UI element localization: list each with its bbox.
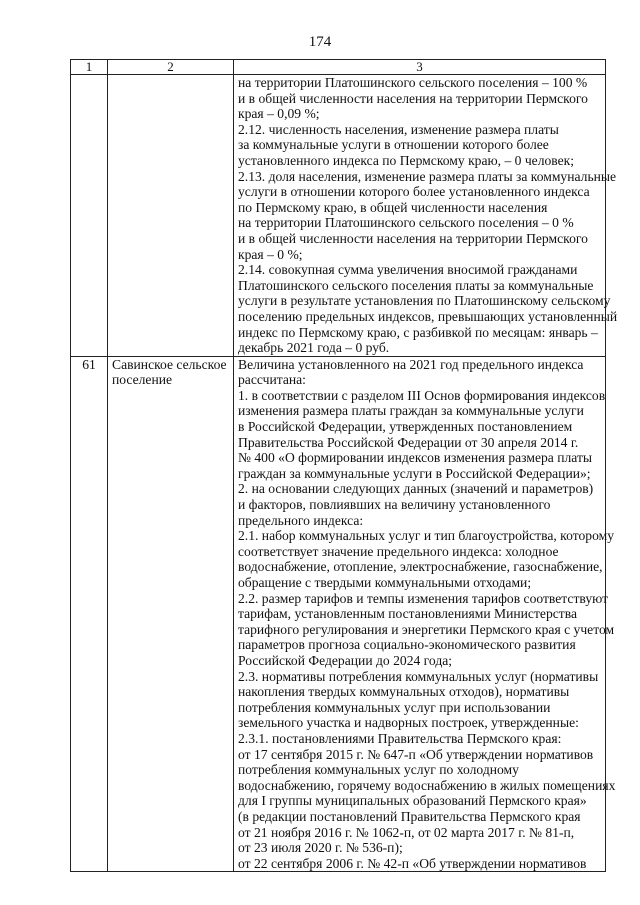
text-line: водоснабжению, горячему водоснабжению в жилых помещениях — [238, 777, 616, 793]
text-line: от 17 сентября 2015 г. № 647-п «Об утверждении нормативов — [238, 746, 594, 762]
text-line: услуги в отношении которого более установленного индекса — [238, 184, 590, 200]
header-col-1: 1 — [71, 60, 108, 75]
text-line: рассчитана: — [238, 372, 306, 388]
text-line: для I группы муниципальных образований Пермского края» — [238, 793, 587, 809]
text-line: предельного индекса: — [238, 512, 364, 528]
text-line: поселению предельных индексов, превышающих установленный — [238, 308, 618, 324]
text-line: Савинское сельское — [112, 356, 227, 372]
text-line: Российской Федерации до 2024 года; — [238, 652, 453, 668]
text-line: поселение — [112, 372, 173, 388]
text-line: на территории Платошинского сельского поселения – 0 % — [238, 215, 574, 231]
text-line: накопления твердых коммунальных отходов), нормативы — [238, 684, 570, 700]
text-line: Правительства Российской Федерации от 30 апреля 2014 г. — [238, 434, 579, 450]
text-line: Платошинского сельского поселения платы за коммунальные — [238, 277, 594, 293]
text-line: земельного участка и надворных построек, утвержденные: — [238, 715, 579, 731]
text-line: Величина установленного на 2021 год предельного индекса — [238, 356, 584, 372]
text-line: и в общей численности населения на территории Пермского — [238, 90, 588, 106]
text-line: услуги в результате установления по Платошинскому сельскому — [238, 293, 611, 309]
table-row — [71, 356, 606, 872]
text-line: края – 0 %; — [238, 246, 303, 262]
text-line: потребления коммунальных услуг при использовании — [238, 699, 551, 715]
row-number: 61 — [71, 356, 108, 872]
text-line: изменения размера платы граждан за коммунальные услуги — [238, 403, 584, 419]
text-line: от 22 сентября 2006 г. № 42-п «Об утверждении нормативов — [238, 855, 587, 871]
text-line: и факторов, повлиявших на величину установленного — [238, 497, 551, 513]
row-number — [71, 75, 108, 357]
table-header-row — [71, 60, 606, 75]
text-line: установленного индекса по Пермскому краю, – 0 человек; — [238, 152, 575, 168]
row-text — [234, 356, 616, 872]
text-line: (в редакции постановлений Правительства Пермского края — [238, 808, 581, 824]
text-line: края – 0,09 %; — [238, 106, 320, 122]
text-line: обращение с твердыми коммунальными отходами; — [238, 575, 532, 590]
text-line: 2.2. размер тарифов и темпы изменения тарифов соответствуют — [238, 590, 609, 606]
settlement-name — [108, 75, 234, 357]
table-row — [71, 75, 606, 357]
text-line: водоснабжение, отопление, электроснабжение, газоснабжение, — [238, 559, 603, 575]
header-col-2: 2 — [108, 60, 234, 75]
text-line: № 400 «О формировании индексов изменения размера платы — [238, 450, 593, 466]
text-line: тарифам, установленным постановлениями Министерства — [238, 606, 577, 622]
text-line: тарифного регулирования и энергетики Пермского края с учетом — [238, 621, 615, 637]
header-col-3: 3 — [234, 60, 606, 75]
text-line: и в общей численности населения на территории Пермского — [238, 230, 588, 246]
text-line: в Российской Федерации, утвержденных постановлением — [238, 419, 573, 435]
text-line: 2.14. совокупная сумма увеличения вносимой гражданами — [238, 262, 578, 278]
page-number: 174 — [308, 34, 332, 50]
document-table — [70, 59, 618, 872]
text-line: 2. на основании следующих данных (значений и параметров) — [238, 481, 594, 497]
text-line: 2.12. численность населения, изменение размера платы — [238, 121, 559, 137]
text-line: за коммунальные услуги в отношении которого более — [238, 137, 549, 153]
text-line: соответствует значение предельного индекса: холодное — [238, 543, 559, 559]
text-line: от 21 ноября 2016 г. № 1062-п, от 02 марта 2017 г. № 81-п, — [238, 824, 575, 840]
text-line: 1. в соответствии с разделом III Основ формирования индексов — [238, 387, 606, 403]
text-line: 2.3. нормативы потребления коммунальных услуг (нормативы — [238, 668, 599, 684]
text-line: 2.1. набор коммунальных услуг и тип благоустройства, которому — [238, 528, 615, 544]
text-line: на территории Платошинского сельского поселения – 100 % — [238, 75, 588, 90]
text-line: по Пермскому краю, в общей численности населения — [238, 199, 548, 215]
text-line: от 23 июля 2020 г. № 536-п); — [238, 840, 403, 856]
text-line: 2.13. доля населения, изменение размера платы за коммунальные — [238, 168, 617, 184]
text-line: индекс по Пермскому краю, с разбивкой по месяцам: январь – — [238, 324, 598, 340]
text-line: параметров прогноза социально-экономического развития — [238, 637, 576, 653]
text-line: граждан за коммунальные услуги в Российской Федерации»; — [238, 465, 591, 481]
row-text — [234, 75, 618, 357]
text-line: декабрь 2021 года – 0 руб. — [238, 340, 390, 356]
text-line: потребления коммунальных услуг по холодному — [238, 762, 519, 778]
text-line: 2.3.1. постановлениями Правительства Пермского края: — [238, 730, 562, 746]
settlement-name — [108, 356, 234, 872]
